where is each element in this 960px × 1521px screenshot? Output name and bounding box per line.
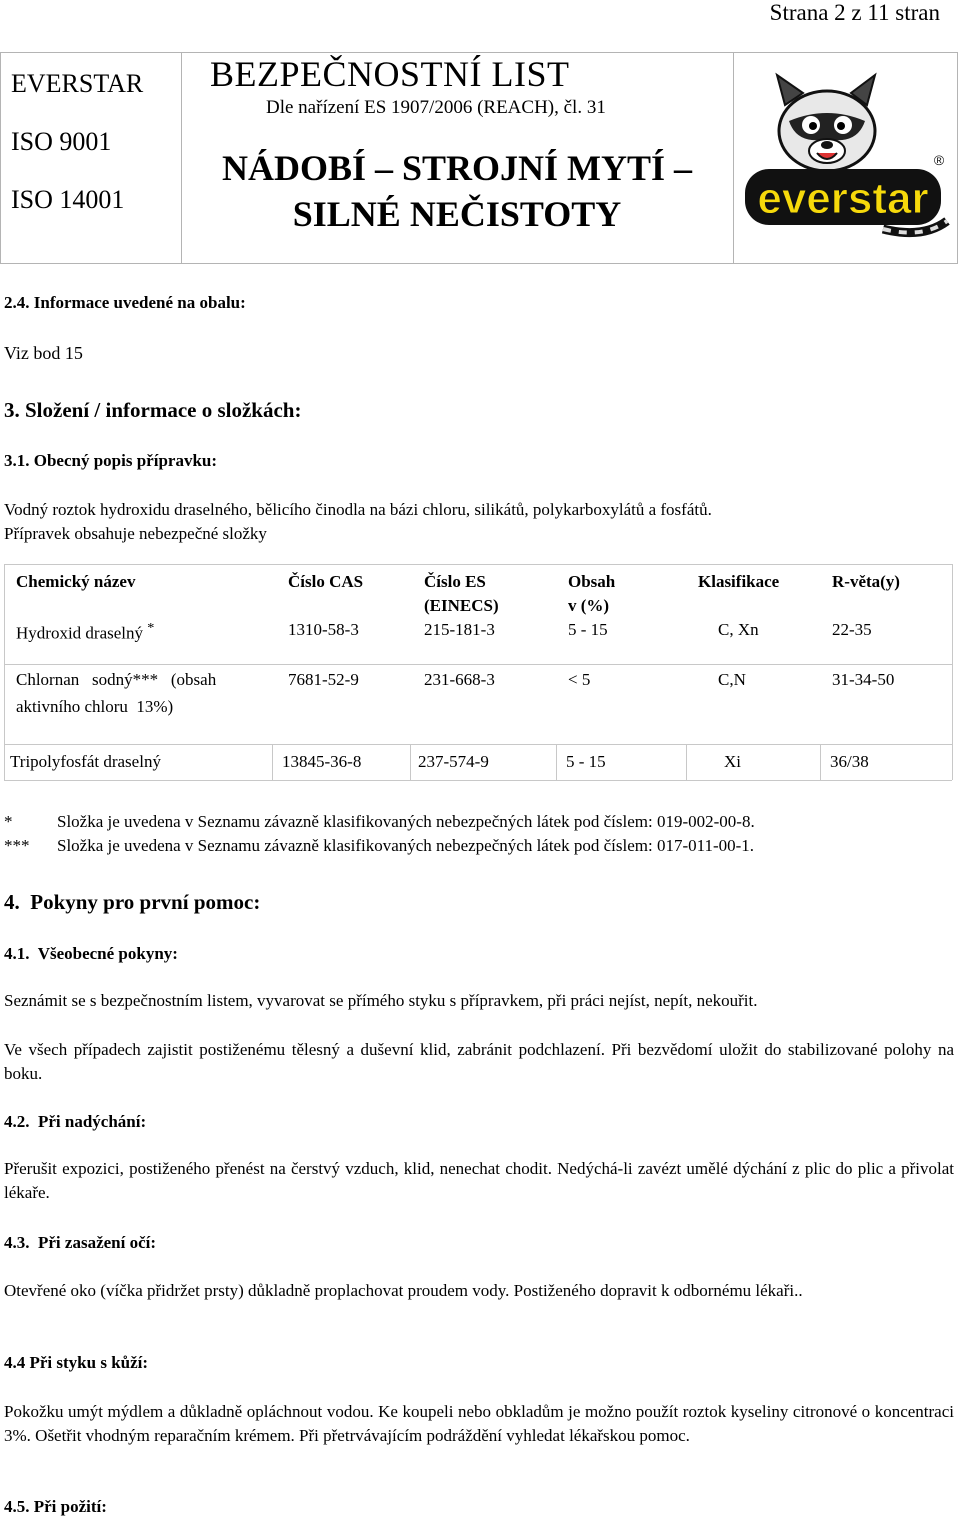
cell-r-veta: 31-34-50 — [832, 670, 895, 689]
cell-r-veta: 22-35 — [832, 620, 872, 639]
table-border — [272, 744, 273, 780]
col-header-r-veta: R-věta(y) — [832, 572, 900, 591]
col-header-name: Chemický název — [16, 572, 136, 591]
table-border — [820, 744, 821, 780]
section-3-1-heading: 3.1. Obecný popis přípravku: — [4, 451, 218, 470]
header-title-cell — [181, 53, 734, 263]
section-2-4-heading: 2.4. Informace uvedené na obalu: — [4, 293, 246, 312]
section-4-3-heading: 4.3. Při zasažení očí: — [4, 1233, 157, 1252]
col-header-es-sub: (EINECS) — [424, 596, 499, 615]
cell-cas: 7681-52-9 — [288, 670, 359, 689]
everstar-logo — [733, 53, 957, 263]
header-brand-cell — [1, 53, 182, 263]
cell-name-line1: Chlornan sodný*** (obsah — [16, 670, 217, 689]
table-border — [4, 564, 952, 565]
table-border — [4, 780, 952, 781]
cell-klasifikace: Xi — [724, 752, 741, 771]
table-border — [952, 564, 953, 780]
cell-cas: 13845-36-8 — [282, 752, 362, 771]
product-name-line2: SILNÉ NEČISTOTY — [292, 194, 622, 234]
page-number: Strana 2 z 11 stran — [769, 0, 940, 25]
raccoon-mascot-icon — [777, 75, 875, 171]
section-4-4-p1: Pokožku umýt mýdlem a důkladně opláchnout vodou. Ke koupeli nebo obkladům je možno použít roztok kyseliny citronové o koncentraci 3%. Ošetřit vhodným reparačním krémem. Při přetrvávajícím podráždění vyhledat lékařskou pomoc. — [4, 1402, 954, 1445]
table-border — [4, 664, 952, 665]
cell-obsah: 5 - 15 — [568, 620, 608, 639]
cell-name-line2: aktivního chloru 13%) — [16, 697, 174, 716]
section-4-1-heading: 4.1. Všeobecné pokyny: — [4, 944, 178, 963]
section-4-1-p1: Seznámit se s bezpečnostním listem, vyvarovat se přímého styku s přípravkem, při práci nejíst, nepít, nekouřit. — [4, 991, 758, 1010]
section-4-2-p1: Přerušit expozici, postiženého přenést na čerstvý vzduch, klid, nenechat chodit. Nedýchá-li zavézt umělé dýchání z plic do plic a přivolat lékaře. — [4, 1159, 954, 1202]
doc-title: BEZPEČNOSTNÍ LIST — [210, 54, 570, 94]
note-1-text: Složka je uvedena v Seznamu závazně klasifikovaných nebezpečných látek pod číslem: 019-002-00-8. — [57, 812, 755, 831]
section-4-heading: 4. Pokyny pro první pomoc: — [4, 890, 261, 914]
col-header-cas: Číslo CAS — [288, 572, 364, 591]
cell-es: 237-574-9 — [418, 752, 489, 771]
table-row — [16, 620, 154, 644]
cell-name-mark: * — [147, 620, 155, 636]
iso-9001: ISO 9001 — [11, 127, 112, 156]
note-2-text: Složka je uvedena v Seznamu závazně klasifikovaných nebezpečných látek pod číslem: 017-011-00-1. — [57, 836, 755, 855]
table-border — [4, 564, 5, 780]
table-border — [4, 744, 952, 745]
cell-es: 215-181-3 — [424, 620, 495, 639]
note-1-mark: * — [4, 812, 13, 831]
section-2-4-text: Viz bod 15 — [4, 343, 83, 363]
section-3-1-line1: Vodný roztok hydroxidu draselného, bělicího činodla na bázi chloru, silikátů, polykarboxylátů a fosfátů. — [4, 500, 712, 519]
section-3-heading: 3. Složení / informace o složkách: — [4, 398, 302, 422]
header-logo-cell — [733, 53, 959, 263]
table-border — [556, 744, 557, 780]
cell-obsah: 5 - 15 — [566, 752, 606, 771]
section-4-1-p2: Ve všech případech zajistit postiženému tělesný a duševní klid, zabránit podchlazení. Při bezvědomí uložit do stabilizované polohy na boku. — [4, 1040, 954, 1083]
col-header-klasifikace: Klasifikace — [698, 572, 780, 591]
section-4-2-heading: 4.2. Při nadýchání: — [4, 1112, 147, 1131]
section-4-4-heading: 4.4 Při styku s kůží: — [4, 1353, 149, 1372]
table-border — [410, 744, 411, 780]
iso-14001: ISO 14001 — [11, 185, 125, 214]
cell-es: 231-668-3 — [424, 670, 495, 689]
table-border — [686, 744, 687, 780]
section-4-3-p1: Otevřené oko (víčka přidržet prsty) důkladně proplachovat proudem vody. Postiženého dopravit k odbornému lékaři.. — [4, 1281, 803, 1300]
note-2-mark: *** — [4, 836, 30, 855]
section-3-1-line2: Přípravek obsahuje nebezpečné složky — [4, 524, 267, 543]
logo-text: everstar — [757, 174, 929, 223]
col-header-es: Číslo ES — [424, 572, 486, 591]
section-4-5-heading: 4.5. Při požití: — [4, 1497, 107, 1516]
cell-klasifikace: C,N — [718, 670, 746, 689]
brand-name: EVERSTAR — [11, 69, 144, 98]
cell-name: Hydroxid draselný — [16, 623, 144, 643]
cell-klasifikace: C, Xn — [718, 620, 759, 639]
registered-mark: ® — [933, 152, 945, 168]
cell-r-veta: 36/38 — [830, 752, 869, 771]
col-header-obsah-sub: v (%) — [568, 596, 610, 615]
col-header-obsah: Obsah — [568, 572, 616, 591]
cell-cas: 1310-58-3 — [288, 620, 359, 639]
product-name-line1: NÁDOBÍ – STROJNÍ MYTÍ – — [221, 148, 693, 188]
document-header — [0, 52, 958, 264]
cell-name: Tripolyfosfát draselný — [10, 752, 161, 771]
doc-subtitle: Dle nařízení ES 1907/2006 (REACH), čl. 31 — [266, 97, 606, 118]
cell-obsah: < 5 — [568, 670, 591, 689]
